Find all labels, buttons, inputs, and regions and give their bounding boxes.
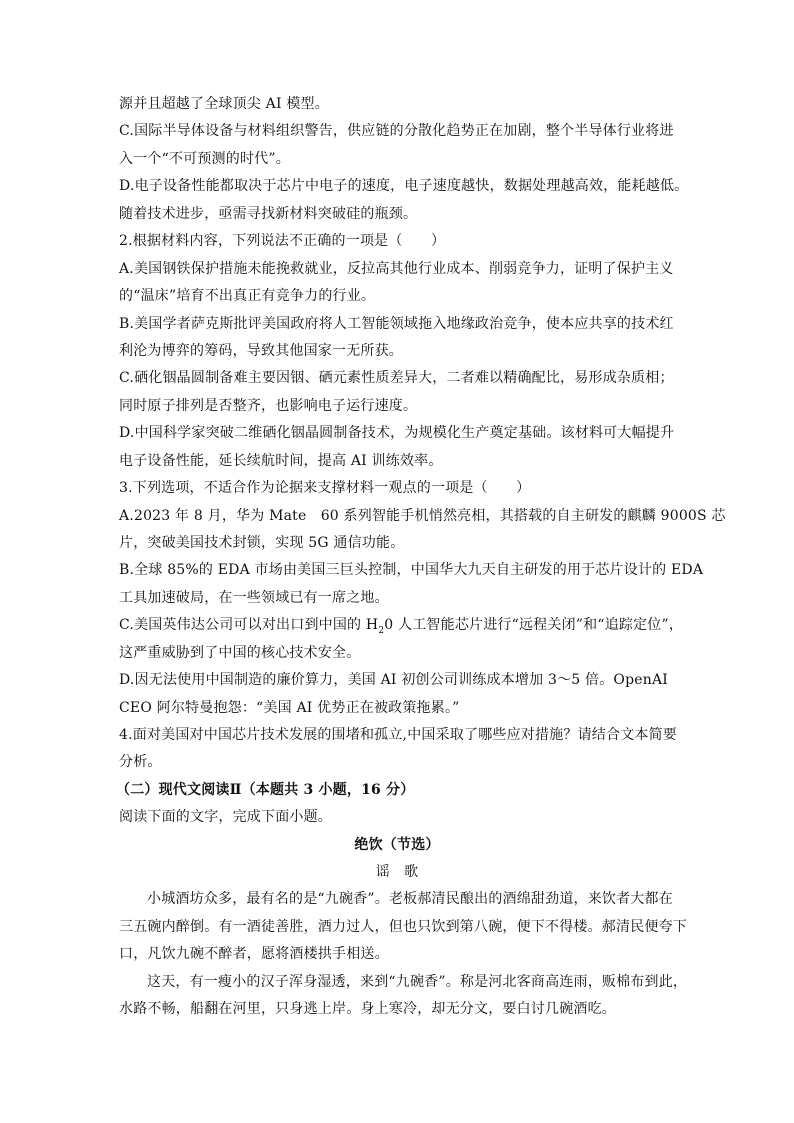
option-d: D.中国科学家突破二维硒化铟晶圆制备技术，为规模化生产奠定基础。该材料可大幅提升 [119, 425, 675, 441]
paragraph-line: 三五碗内醉倒。有一酒徒善胜，酒力过人，但也只饮到第八碗，便下不得楼。郝清民便夸下 [119, 919, 687, 935]
text-line: 工具加速破局，在一些领域已有一席之地。 [119, 590, 389, 606]
instruction-line: 阅读下面的文字，完成下面小题。 [119, 809, 332, 825]
question-4: 4.面对美国对中国芯片技术发展的围堵和孤立,中国采取了哪些应对措施？请结合文本简要 [119, 727, 678, 743]
text-line: 利沦为博弈的筹码，导致其他国家一无所获。 [119, 343, 403, 359]
text-line: 片，突破美国技术封锁，实现 5G 通信功能。 [119, 535, 405, 551]
text-line: 这严重威胁到了中国的核心技术安全。 [119, 645, 361, 661]
option-c [119, 616, 683, 640]
text-line: 电子设备性能，延长续航时间，提高 AI 训练效率。 [119, 453, 443, 469]
option-d: D.因无法使用中国制造的廉价算力，美国 AI 初创公司训练成本增加 3～5 倍。OpenAI [119, 672, 669, 688]
option-b: B.全球 85%的 EDA 市场由美国三巨头控制，中国华大九天自主研发的用于芯片设计的 EDA [119, 562, 704, 578]
text-line: 源并且超越了全球顶尖 AI 模型。 [119, 96, 329, 112]
text-segment: 0 人工智能芯片进行“远程关闭”和“追踪定位”， [384, 617, 684, 633]
question-2: 2.根据材料内容，下列说法不正确的一项是（ ） [119, 233, 446, 249]
paragraph-line: 口，凡饮九碗不醉者，愿将酒楼拱手相送。 [119, 946, 389, 962]
text-line: 同时原子排列是否整齐，也影响电子运行速度。 [119, 398, 418, 414]
option-c: C.硒化铟晶圆制备难主要因铟、硒元素性质差异大，二者难以精确配比，易形成杂质相； [119, 370, 674, 386]
subscript: 2 [378, 625, 385, 636]
question-3: 3.下列选项，不适合作为论据来支撑材料一观点的一项是（ ） [119, 480, 531, 496]
option-a: A.美国钢铁保护措施未能挽救就业，反拉高其他行业成本、削弱竞争力，证明了保护主义 [119, 261, 674, 277]
article-title: 绝饮（节选） [354, 837, 440, 853]
paragraph-line: 水路不畅，船翻在河里，只身逃上岸。身上寒冷，却无分文，要白讨几碗酒吃。 [119, 1001, 616, 1017]
option-a: A.2023 年 8 月，华为 Mate 60 系列智能手机悄然亮相，其搭载的自主研发的麒麟 9000S 芯 [119, 508, 726, 524]
text-line: C.国际半导体设备与材料组织警告，供应链的分散化趋势正在加剧，整个半导体行业将进 [119, 123, 674, 139]
paragraph-line: 小城酒坊众多，最有名的是“九碗香”。老板郝清民酿出的酒绵甜劲道，来饮者大都在 [147, 891, 673, 907]
text-line: 分析。 [119, 754, 162, 770]
text-line: D.电子设备性能都取决于芯片中电子的速度，电子速度越快，数据处理越高效，能耗越低。 [119, 178, 689, 194]
paragraph-line: 这天，有一瘦小的汉子浑身湿透，来到“九碗香”。称是河北客商高连雨，贩棉布到此， [147, 974, 688, 990]
text-line: 入一个“不可预测的时代”。 [119, 151, 290, 167]
text-line: 的“温床”培育不出真正有竞争力的行业。 [119, 288, 376, 304]
article-author: 谣 歌 [375, 864, 419, 880]
option-b: B.美国学者萨克斯批评美国政府将人工智能领域拖入地缘政治竞争，使本应共享的技术红 [119, 316, 674, 332]
text-line: 随着技术进步，亟需寻找新材料突破硅的瓶颈。 [119, 206, 418, 222]
text-segment: C.美国英伟达公司可以对出口到中国的 H [119, 617, 379, 633]
text-line: CEO 阿尔特曼抱怨：“美国 AI 优势正在被政策拖累。” [119, 700, 460, 716]
section-heading: （二）现代文阅读Ⅱ（本题共 3 小题，16 分） [116, 782, 415, 798]
